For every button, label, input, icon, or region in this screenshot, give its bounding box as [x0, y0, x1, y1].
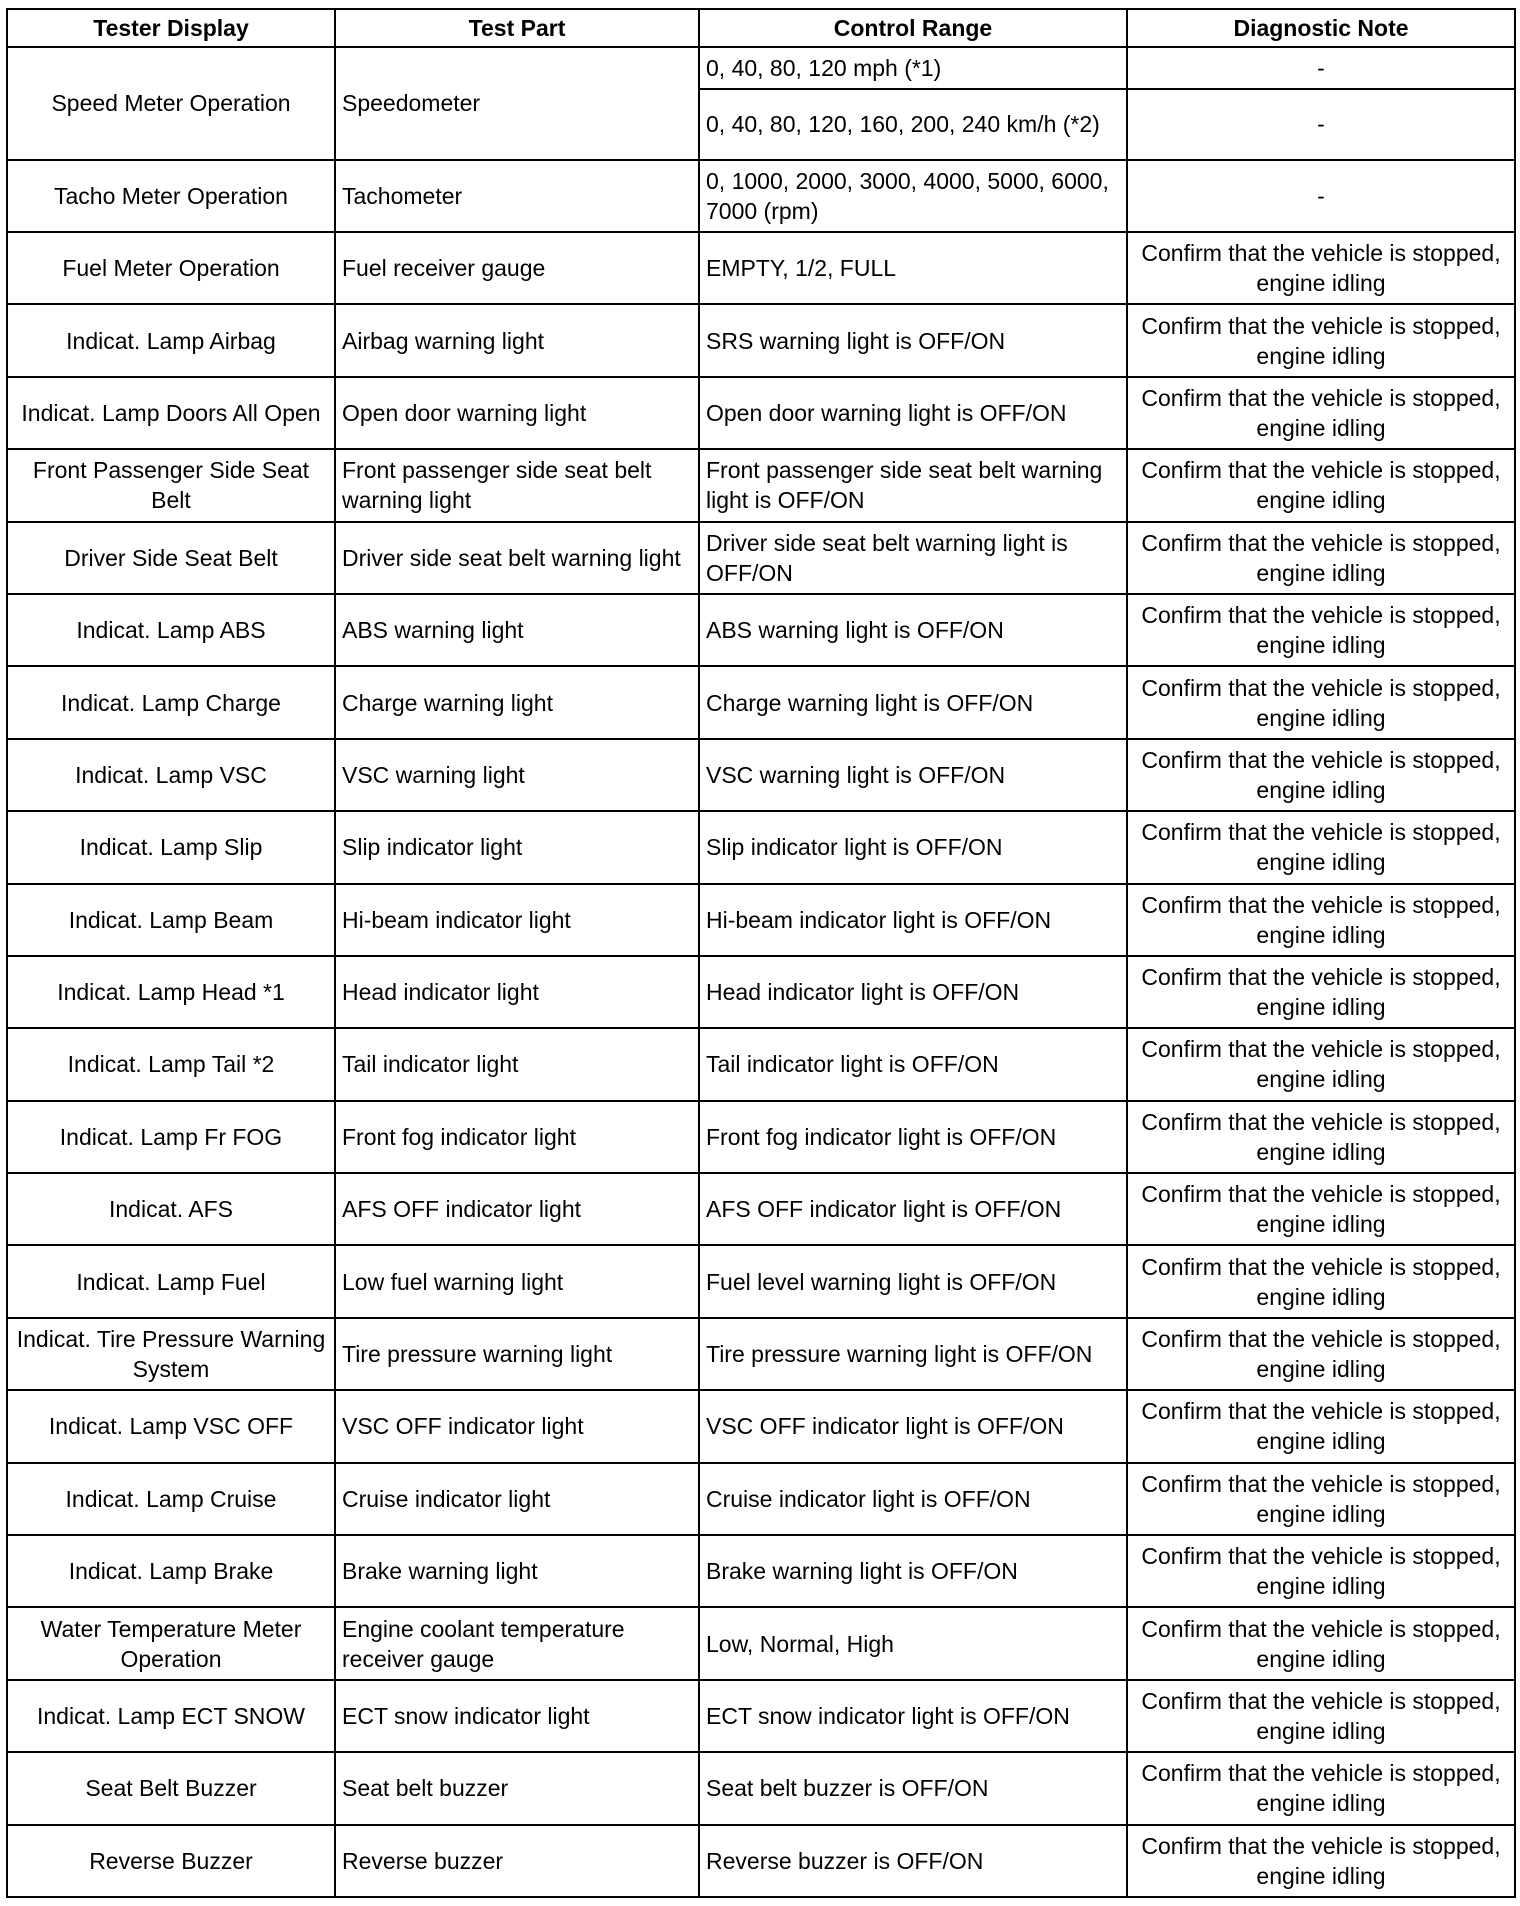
cell-tester-display: Indicat. Lamp Fuel	[7, 1245, 335, 1317]
cell-control-range: Head indicator light is OFF/ON	[699, 956, 1127, 1028]
cell-control-range: Front fog indicator light is OFF/ON	[699, 1101, 1127, 1173]
cell-test-part: Seat belt buzzer	[335, 1752, 699, 1824]
cell-test-part: Tire pressure warning light	[335, 1318, 699, 1390]
cell-control-range: AFS OFF indicator light is OFF/ON	[699, 1173, 1127, 1245]
cell-diagnostic-note: Confirm that the vehicle is stopped, engine idling	[1127, 1607, 1515, 1679]
cell-test-part: Tachometer	[335, 160, 699, 232]
cell-tester-display: Indicat. Lamp Tail *2	[7, 1028, 335, 1100]
header-test-part: Test Part	[335, 9, 699, 47]
cell-diagnostic-note: Confirm that the vehicle is stopped, engine idling	[1127, 1318, 1515, 1390]
cell-tester-display: Indicat. Lamp ECT SNOW	[7, 1680, 335, 1752]
table-row	[7, 739, 1515, 811]
cell-test-part: Airbag warning light	[335, 304, 699, 376]
cell-control-range: VSC OFF indicator light is OFF/ON	[699, 1390, 1127, 1462]
cell-tester-display: Driver Side Seat Belt	[7, 522, 335, 594]
cell-test-part: ABS warning light	[335, 594, 699, 666]
cell-control-range: ABS warning light is OFF/ON	[699, 594, 1127, 666]
cell-test-part: Charge warning light	[335, 666, 699, 738]
cell-diagnostic-note: Confirm that the vehicle is stopped, engine idling	[1127, 1245, 1515, 1317]
cell-diagnostic-note: Confirm that the vehicle is stopped, engine idling	[1127, 1101, 1515, 1173]
cell-diagnostic-note: Confirm that the vehicle is stopped, engine idling	[1127, 1680, 1515, 1752]
table-row	[7, 666, 1515, 738]
table-row	[7, 1245, 1515, 1317]
cell-tester-display: Indicat. Lamp Fr FOG	[7, 1101, 335, 1173]
table-row	[7, 449, 1515, 521]
table-row	[7, 1463, 1515, 1535]
table-row	[7, 594, 1515, 666]
table-row	[7, 304, 1515, 376]
table-row	[7, 232, 1515, 304]
table-row	[7, 1028, 1515, 1100]
cell-test-part: AFS OFF indicator light	[335, 1173, 699, 1245]
cell-tester-display: Fuel Meter Operation	[7, 232, 335, 304]
cell-control-range: SRS warning light is OFF/ON	[699, 304, 1127, 376]
cell-test-part: ECT snow indicator light	[335, 1680, 699, 1752]
cell-control-range: 0, 40, 80, 120, 160, 200, 240 km/h (*2)	[699, 89, 1127, 159]
table-row	[7, 377, 1515, 449]
cell-diagnostic-note: -	[1127, 89, 1515, 159]
cell-diagnostic-note: Confirm that the vehicle is stopped, engine idling	[1127, 304, 1515, 376]
table-row	[7, 1752, 1515, 1824]
cell-control-range: Charge warning light is OFF/ON	[699, 666, 1127, 738]
cell-tester-display: Indicat. Tire Pressure Warning System	[7, 1318, 335, 1390]
cell-diagnostic-note: Confirm that the vehicle is stopped, engine idling	[1127, 522, 1515, 594]
table-row	[7, 811, 1515, 883]
cell-tester-display: Indicat. Lamp Cruise	[7, 1463, 335, 1535]
cell-tester-display: Indicat. Lamp Airbag	[7, 304, 335, 376]
cell-tester-display: Indicat. AFS	[7, 1173, 335, 1245]
header-row	[7, 9, 1515, 47]
cell-control-range: Brake warning light is OFF/ON	[699, 1535, 1127, 1607]
cell-control-range: Open door warning light is OFF/ON	[699, 377, 1127, 449]
table-row	[7, 160, 1515, 232]
table-row	[7, 1680, 1515, 1752]
table-row	[7, 1825, 1515, 1897]
table-row	[7, 47, 1515, 89]
cell-tester-display: Reverse Buzzer	[7, 1825, 335, 1897]
cell-tester-display: Indicat. Lamp Slip	[7, 811, 335, 883]
cell-diagnostic-note: Confirm that the vehicle is stopped, engine idling	[1127, 594, 1515, 666]
cell-tester-display: Front Passenger Side Seat Belt	[7, 449, 335, 521]
cell-diagnostic-note: Confirm that the vehicle is stopped, engine idling	[1127, 1390, 1515, 1462]
cell-diagnostic-note: Confirm that the vehicle is stopped, engine idling	[1127, 811, 1515, 883]
cell-test-part: Cruise indicator light	[335, 1463, 699, 1535]
cell-diagnostic-note: -	[1127, 47, 1515, 89]
table-row	[7, 522, 1515, 594]
table-row	[7, 956, 1515, 1028]
header-diagnostic-note: Diagnostic Note	[1127, 9, 1515, 47]
cell-test-part: VSC OFF indicator light	[335, 1390, 699, 1462]
cell-control-range: Cruise indicator light is OFF/ON	[699, 1463, 1127, 1535]
cell-diagnostic-note: Confirm that the vehicle is stopped, engine idling	[1127, 1463, 1515, 1535]
cell-test-part: Engine coolant temperature receiver gauge	[335, 1607, 699, 1679]
table-row	[7, 884, 1515, 956]
cell-control-range: Hi-beam indicator light is OFF/ON	[699, 884, 1127, 956]
cell-control-range: 0, 1000, 2000, 3000, 4000, 5000, 6000, 7000 (rpm)	[699, 160, 1127, 232]
cell-tester-display: Indicat. Lamp VSC OFF	[7, 1390, 335, 1462]
cell-diagnostic-note: Confirm that the vehicle is stopped, engine idling	[1127, 956, 1515, 1028]
cell-diagnostic-note: -	[1127, 160, 1515, 232]
cell-tester-display: Tacho Meter Operation	[7, 160, 335, 232]
cell-tester-display: Seat Belt Buzzer	[7, 1752, 335, 1824]
cell-test-part: Front passenger side seat belt warning light	[335, 449, 699, 521]
cell-control-range: Driver side seat belt warning light is OFF/ON	[699, 522, 1127, 594]
cell-control-range: EMPTY, 1/2, FULL	[699, 232, 1127, 304]
table-body	[7, 47, 1515, 1897]
table-row	[7, 1318, 1515, 1390]
table-row	[7, 1607, 1515, 1679]
cell-tester-display: Indicat. Lamp Head *1	[7, 956, 335, 1028]
cell-control-range: Tail indicator light is OFF/ON	[699, 1028, 1127, 1100]
cell-diagnostic-note: Confirm that the vehicle is stopped, engine idling	[1127, 1028, 1515, 1100]
cell-diagnostic-note: Confirm that the vehicle is stopped, engine idling	[1127, 884, 1515, 956]
table-row	[7, 1390, 1515, 1462]
table-row	[7, 1535, 1515, 1607]
cell-control-range: Tire pressure warning light is OFF/ON	[699, 1318, 1127, 1390]
cell-tester-display: Indicat. Lamp VSC	[7, 739, 335, 811]
cell-test-part: Low fuel warning light	[335, 1245, 699, 1317]
cell-tester-display: Speed Meter Operation	[7, 47, 335, 160]
cell-test-part: Fuel receiver gauge	[335, 232, 699, 304]
cell-control-range: Fuel level warning light is OFF/ON	[699, 1245, 1127, 1317]
cell-test-part: VSC warning light	[335, 739, 699, 811]
cell-test-part: Driver side seat belt warning light	[335, 522, 699, 594]
cell-tester-display: Water Temperature Meter Operation	[7, 1607, 335, 1679]
header-tester-display: Tester Display	[7, 9, 335, 47]
cell-diagnostic-note: Confirm that the vehicle is stopped, engine idling	[1127, 1752, 1515, 1824]
cell-tester-display: Indicat. Lamp Brake	[7, 1535, 335, 1607]
cell-control-range: Reverse buzzer is OFF/ON	[699, 1825, 1127, 1897]
cell-diagnostic-note: Confirm that the vehicle is stopped, engine idling	[1127, 666, 1515, 738]
cell-control-range: Front passenger side seat belt warning light is OFF/ON	[699, 449, 1127, 521]
header-control-range: Control Range	[699, 9, 1127, 47]
cell-control-range: VSC warning light is OFF/ON	[699, 739, 1127, 811]
diagnostic-table-document	[6, 8, 1514, 1898]
cell-control-range: Seat belt buzzer is OFF/ON	[699, 1752, 1127, 1824]
cell-control-range: Low, Normal, High	[699, 1607, 1127, 1679]
cell-test-part: Head indicator light	[335, 956, 699, 1028]
cell-test-part: Speedometer	[335, 47, 699, 160]
cell-control-range: 0, 40, 80, 120 mph (*1)	[699, 47, 1127, 89]
cell-control-range: Slip indicator light is OFF/ON	[699, 811, 1127, 883]
cell-tester-display: Indicat. Lamp ABS	[7, 594, 335, 666]
cell-diagnostic-note: Confirm that the vehicle is stopped, engine idling	[1127, 449, 1515, 521]
cell-diagnostic-note: Confirm that the vehicle is stopped, engine idling	[1127, 739, 1515, 811]
table-row	[7, 1101, 1515, 1173]
cell-test-part: Tail indicator light	[335, 1028, 699, 1100]
cell-diagnostic-note: Confirm that the vehicle is stopped, engine idling	[1127, 1535, 1515, 1607]
cell-test-part: Open door warning light	[335, 377, 699, 449]
cell-diagnostic-note: Confirm that the vehicle is stopped, engine idling	[1127, 1173, 1515, 1245]
cell-test-part: Front fog indicator light	[335, 1101, 699, 1173]
cell-diagnostic-note: Confirm that the vehicle is stopped, engine idling	[1127, 232, 1515, 304]
table-row	[7, 1173, 1515, 1245]
cell-test-part: Brake warning light	[335, 1535, 699, 1607]
active-test-table	[6, 8, 1516, 1898]
cell-tester-display: Indicat. Lamp Beam	[7, 884, 335, 956]
cell-diagnostic-note: Confirm that the vehicle is stopped, engine idling	[1127, 377, 1515, 449]
cell-diagnostic-note: Confirm that the vehicle is stopped, engine idling	[1127, 1825, 1515, 1897]
cell-tester-display: Indicat. Lamp Doors All Open	[7, 377, 335, 449]
cell-tester-display: Indicat. Lamp Charge	[7, 666, 335, 738]
cell-test-part: Slip indicator light	[335, 811, 699, 883]
cell-test-part: Hi-beam indicator light	[335, 884, 699, 956]
cell-test-part: Reverse buzzer	[335, 1825, 699, 1897]
cell-control-range: ECT snow indicator light is OFF/ON	[699, 1680, 1127, 1752]
